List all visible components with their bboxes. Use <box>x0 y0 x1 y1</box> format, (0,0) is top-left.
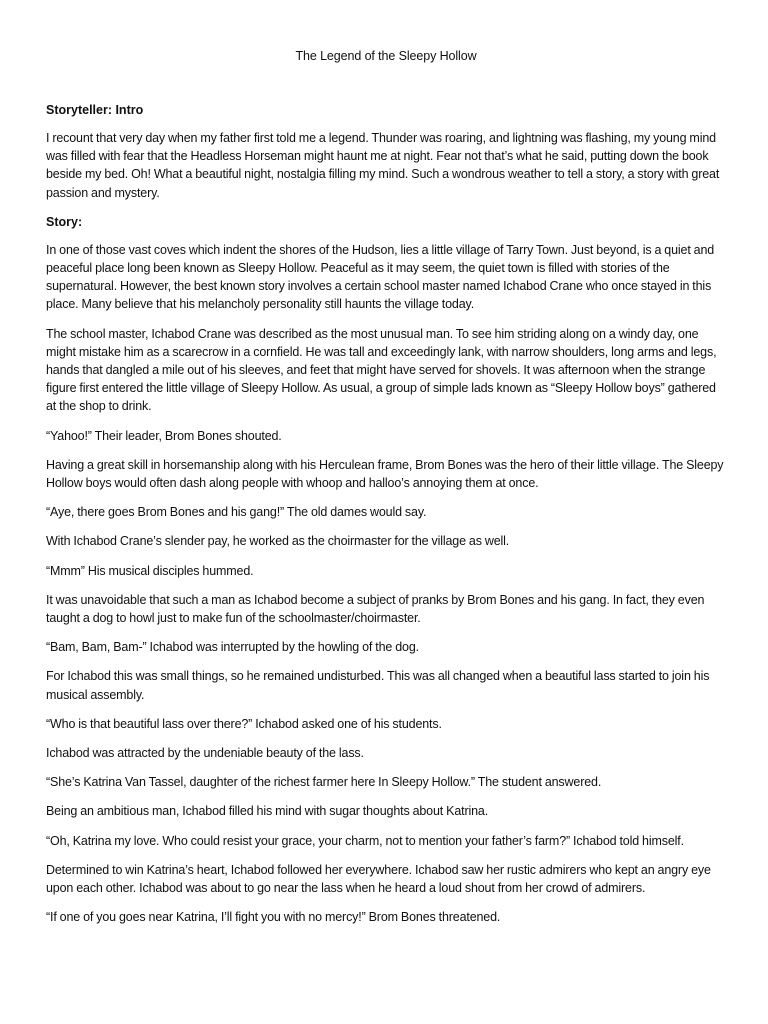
story-paragraph: The school master, Ichabod Crane was described as the most unusual man. To see him striding along on a windy day, one might mistake him as a scarecrow in a cornfield. He was tall and exceedingly lank, with narrow shoulders, long arms and legs, hands that dangled a mile out of his sleeves, and feet that might have served for shovels. It was afternoon when the strange figure first entered the little village of Sleepy Hollow. As usual, a group of simple lads known as “Sleepy Hollow boys” gathered at the shop to drink. <box>46 326 717 414</box>
story-paragraph: “Oh, Katrina my love. Who could resist your grace, your charm, not to mention your father’s farm?” Ichabod told himself. <box>46 833 684 848</box>
story-paragraph: It was unavoidable that such a man as Ichabod become a subject of pranks by Brom Bones and his gang. In fact, they even taught a dog to howl just to make fun of the schoolmaster/choirmaster. <box>46 592 705 626</box>
story-paragraph: “Who is that beautiful lass over there?” Ichabod asked one of his students. <box>46 716 442 731</box>
story-paragraph: With Ichabod Crane’s slender pay, he worked as the choirmaster for the village as well. <box>46 534 510 549</box>
story-paragraph: In one of those vast coves which indent the shores of the Hudson, lies a little village of Tarry Town. Just beyond, is a quiet and peaceful place long been known as Sleepy Hollow. Peaceful as it may seem, the quiet town is filled with stories of the supernatural. However, the best known story involves a certain school master named Ichabod Crane who once stayed in this place. Many believe that his melancholy personality still haunts the village today. <box>46 242 715 312</box>
story-paragraph: “If one of you goes near Katrina, I’ll fight you with no mercy!” Brom Bones threatened. <box>46 910 501 925</box>
story-paragraph: “Aye, there goes Brom Bones and his gang!” The old dames would say. <box>46 505 427 520</box>
story-paragraph: “Yahoo!” Their leader, Brom Bones shouted. <box>46 428 282 443</box>
section-heading-intro: Storyteller: Intro <box>46 103 144 117</box>
story-paragraph: Being an ambitious man, Ichabod filled his mind with sugar thoughts about Katrina. <box>46 804 489 819</box>
document-page <box>46 47 726 938</box>
story-paragraph: “She’s Katrina Van Tassel, daughter of the richest farmer here In Sleepy Hollow.” The student answered. <box>46 775 602 790</box>
story-paragraph: “Mmm” His musical disciples hummed. <box>46 563 254 578</box>
story-paragraph: Having a great skill in horsemanship along with his Herculean frame, Brom Bones was the hero of their little village. The Sleepy Hollow boys would often dash along people with whoop and halloo’s annoying them at once. <box>46 457 724 491</box>
document-title: The Legend of the Sleepy Hollow <box>295 49 477 63</box>
story-paragraph: “Bam, Bam, Bam-” Ichabod was interrupted by the howling of the dog. <box>46 640 419 655</box>
section-heading-story: Story: <box>46 214 83 229</box>
intro-paragraph: I recount that very day when my father first told me a legend. Thunder was roaring, and lightning was flashing, my young mind was filled with fear that the Headless Horseman might haunt me at night. Fear not that’s what he said, putting down the book beside my bed. Oh! What a beautiful night, nostalgia filling my mind. Such a wondrous weather to tell a story, a story with great passion and mystery. <box>46 131 720 200</box>
story-paragraph: For Ichabod this was small things, so he remained undisturbed. This was all changed when a beautiful lass started to join his musical assembly. <box>46 669 710 702</box>
story-paragraph: Determined to win Katrina’s heart, Ichabod followed her everywhere. Ichabod saw her rustic admirers who kept an angry eye upon each other. Ichabod was about to go near the lass when he heard a loud shout from her crowd of admirers. <box>46 862 711 896</box>
story-paragraph: Ichabod was attracted by the undeniable beauty of the lass. <box>46 746 364 761</box>
